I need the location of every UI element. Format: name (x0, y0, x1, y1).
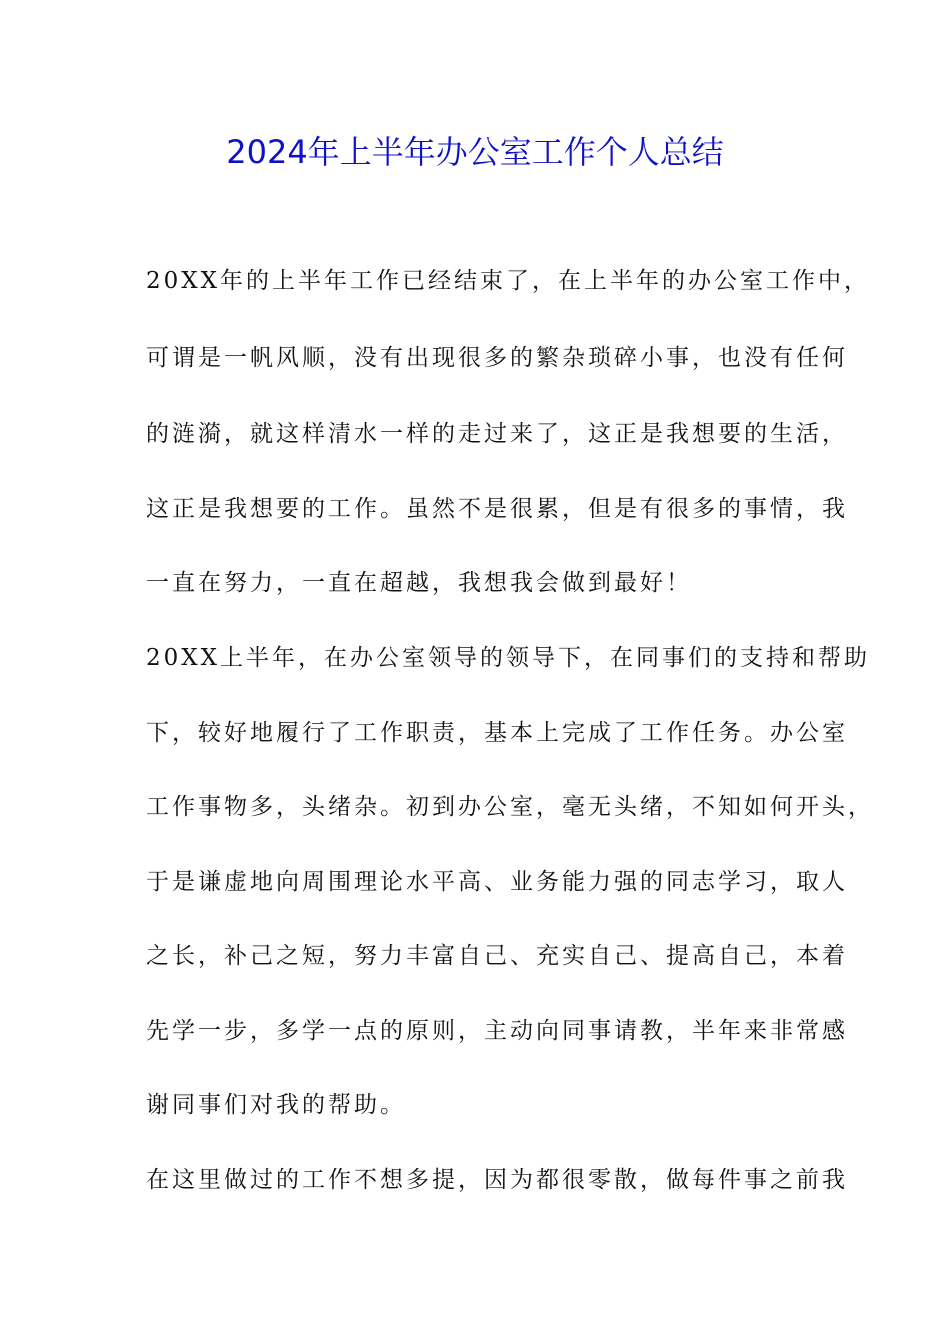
text-line: 谢同事们对我的帮助。 (146, 1092, 406, 1118)
text-line: 20XX年的上半年工作已经结束了，在上半年的办公室工作中， (146, 268, 871, 294)
text-line: 之长，补己之短，努力丰富自己、充实自己、提高自己，本着 (146, 943, 848, 969)
text-line: 于是谦虚地向周围理论水平高、业务能力强的同志学习，取人 (146, 869, 848, 895)
text-line: 先学一步，多学一点的原则，主动向同事请教，半年来非常感 (146, 1018, 848, 1044)
text-line: 一直在努力，一直在超越，我想我会做到最好！ (146, 570, 692, 596)
text-line: 在这里做过的工作不想多提，因为都很零散，做每件事之前我 (146, 1167, 848, 1193)
document-title: 2024年上半年办公室工作个人总结 (226, 133, 724, 171)
text-line: 可谓是一帆风顺，没有出现很多的繁杂琐碎小事，也没有任何 (146, 345, 848, 371)
text-line: 下，较好地履行了工作职责，基本上完成了工作任务。办公室 (146, 720, 848, 746)
text-line: 的涟漪，就这样清水一样的走过来了，这正是我想要的生活， (146, 421, 848, 447)
text-line: 20XX上半年，在办公室领导的领导下，在同事们的支持和帮助 (146, 645, 871, 671)
text-line: 工作事物多，头绪杂。初到办公室，毫无头绪，不知如何开头， (146, 794, 874, 820)
text-line: 这正是我想要的工作。虽然不是很累，但是有很多的事情，我 (146, 496, 848, 522)
